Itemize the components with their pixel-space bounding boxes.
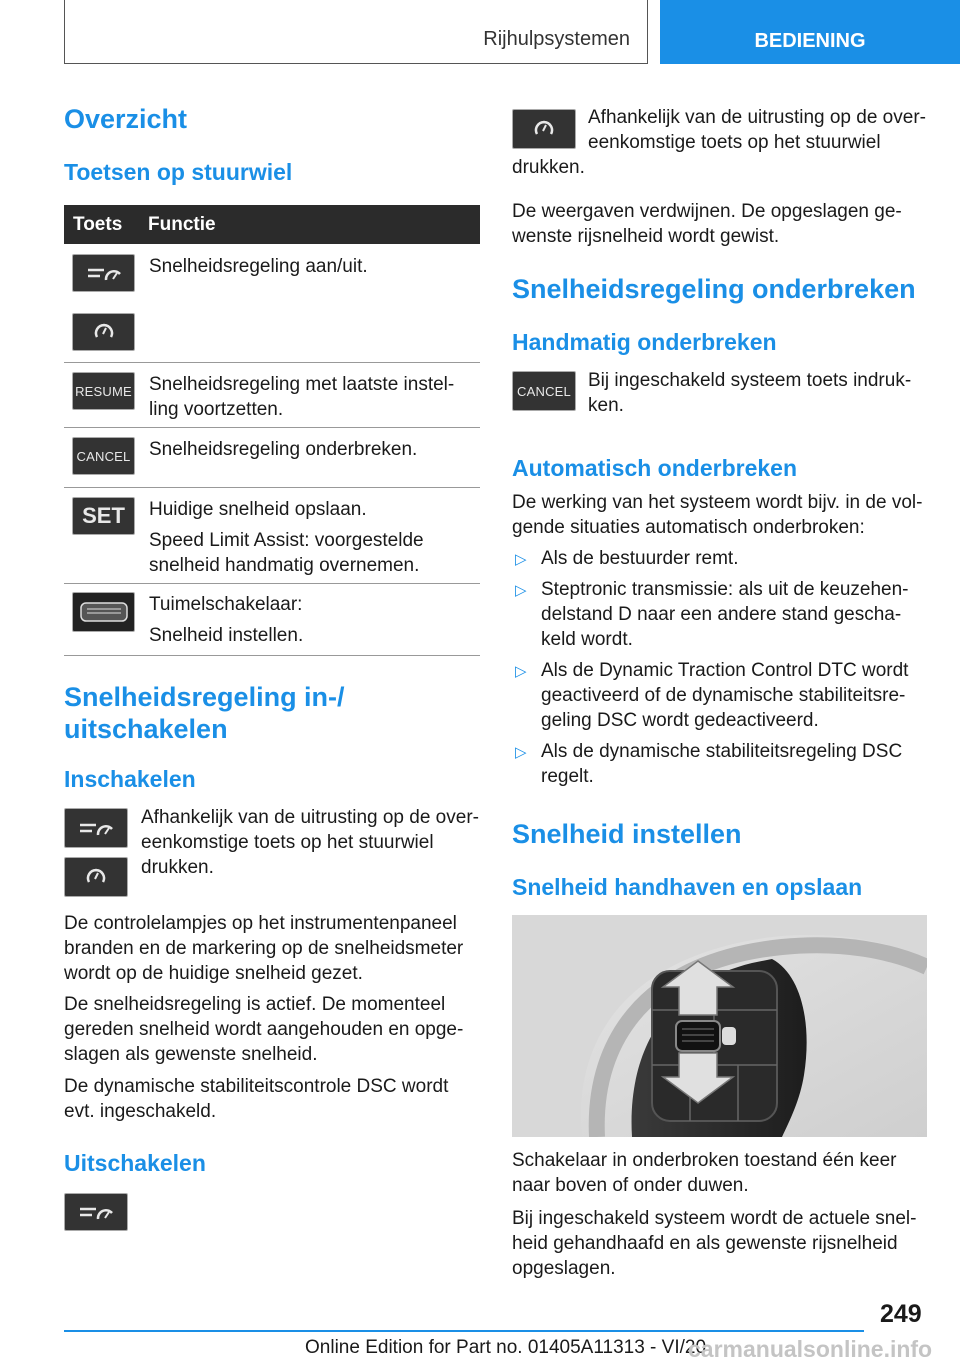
header-chapter-tab[interactable]: BEDIENING [660,0,960,64]
speedometer-icon [64,857,128,897]
page-number: 249 [880,1300,922,1328]
triangle-bullet-icon: ▷ [515,582,527,599]
cruise-control-icon [64,1193,128,1231]
table-header [64,205,480,244]
table-divider [64,655,480,656]
watermark: carmanualsonline.info [688,1336,933,1362]
list-item: ▷ Als de Dynamic Traction Control DTC wordt geactiveerd of de dynamische stabiliteitsre- geling DSC wordt gedeactiveerd. [515,660,909,731]
inschakelen-text: Afhankelijk van de uitrusting op de over- eenkomstige toets op het stuurwiel drukken. [141,807,479,878]
heading-handhaven: Snelheid handhaven en opslaan [512,874,863,900]
list-item: ▷ Als de bestuurder remt. [512,546,928,571]
paragraph-weergaven: De weergaven verdwijnen. De opgeslagen ge- wenste rijsnelheid wordt gewist. [512,201,902,247]
cruise-control-icon [72,254,135,292]
table-row-1-function: Snelheidsregeling aan/uit. [149,256,368,277]
heading-onderbreken: Snelheidsregeling onderbreken [512,274,916,304]
cancel-key-icon: CANCEL [512,371,576,411]
heading-overzicht: Overzicht [64,104,188,134]
list-item: ▷ Als de dynamische stabiliteitsregeling DSC regelt. [515,741,903,787]
bullet-list [512,546,928,789]
heading-inuitschakelen: Snelheidsregeling in-/ uitschakelen [64,682,345,744]
col-header-function: Functie [148,214,216,235]
heading-toetsen: Toetsen op stuurwiel [64,159,293,185]
table-divider [64,583,480,584]
paragraph-actief: De snelheidsregeling is actief. De momenteel gereden snelheid wordt aangehouden en opge- slagen als gewenste snelheid. [64,994,464,1065]
table-divider [64,362,480,363]
footer-divider [64,1330,864,1332]
header-section-title: Rijhulpsystemen [483,28,630,50]
heading-inschakelen: Inschakelen [64,766,196,792]
triangle-bullet-icon: ▷ [515,744,527,761]
table-row-5-function: Tuimelschakelaar: Snelheid instellen. [149,594,304,646]
paragraph-schakelaar: Schakelaar in onderbroken toestand één keer naar boven of onder duwen. [512,1150,897,1196]
cruise-control-icon [64,808,128,848]
col-header-key: Toets [73,214,123,235]
table-row-3-function: Snelheidsregeling onderbreken. [149,439,418,460]
cancel-key-icon: CANCEL [72,437,135,475]
table-row-2-function: Snelheidsregeling met laatste instel- ling voortzetten. [149,374,455,420]
table-divider [64,427,480,428]
heading-handmatig: Handmatig onderbreken [512,329,777,355]
rocker-switch-icon [72,592,135,632]
heading-automatisch: Automatisch onderbreken [512,455,797,481]
paragraph-dsc: De dynamische stabiliteitscontrole DSC wordt evt. ingeschakeld. [64,1076,449,1122]
speedometer-icon [72,313,135,351]
table-row-4-function: Huidige snelheid opslaan. Speed Limit Assist: voorgestelde snelheid handmatig overnemen. [149,499,424,576]
resume-key-icon: RESUME [72,372,135,410]
table-divider [64,487,480,488]
set-key-icon: SET [72,497,135,535]
paragraph-automatisch: De werking van het systeem wordt bijv. in de vol- gende situaties automatisch onderbroken: [512,492,923,538]
triangle-bullet-icon: ▷ [515,551,527,568]
paragraph-controlelampjes: De controlelampjes op het instrumentenpaneel branden en de markering op de snelheidsmeter wordt op de huidige snelheid gezet. [64,913,464,984]
triangle-bullet-icon: ▷ [515,663,527,680]
steering-wheel-switch-image [512,915,927,1137]
uitschakelen-text-2: drukken. [512,157,585,178]
heading-uitschakelen: Uitschakelen [64,1150,206,1176]
list-item: ▷ Steptronic transmissie: als uit de keuzehen- delstand D naar een andere stand gescha- keld wordt. [515,579,909,650]
speedometer-icon [512,109,576,149]
uitschakelen-text-1: Afhankelijk van de uitrusting op de over- eenkomstige toets op het stuurwiel [588,107,926,153]
footer-edition: Online Edition for Part no. 01405A11313 - VI/20 [305,1337,707,1358]
heading-instellen: Snelheid instellen [512,819,742,849]
handmatig-text: Bij ingeschakeld systeem toets indruk- ken. [588,370,912,416]
paragraph-bij-ingeschakeld: Bij ingeschakeld systeem wordt de actuele snel- heid gehandhaafd en als gewenste rijsnelheid opgeslagen. [512,1208,917,1279]
